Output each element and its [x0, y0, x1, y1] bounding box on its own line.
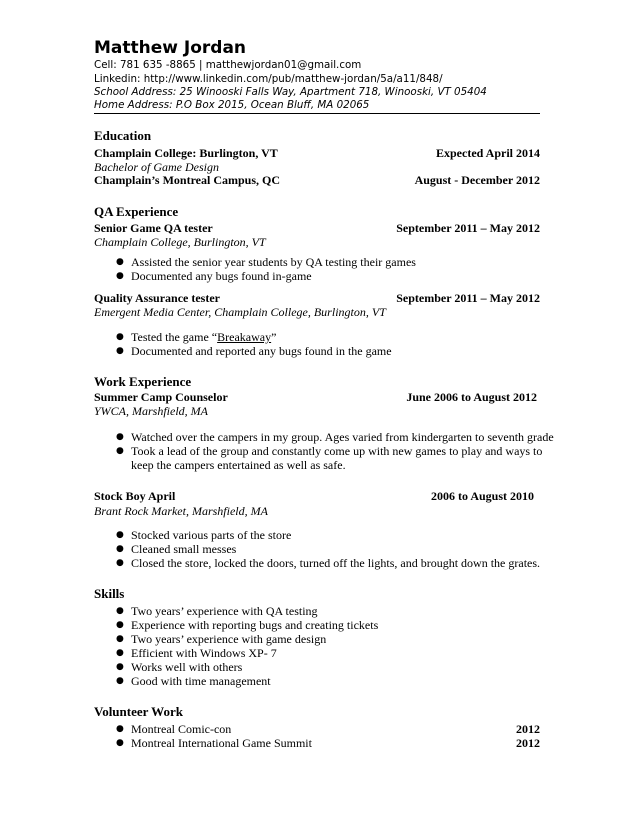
- work-job-2-date: 2006 to August 2010: [430, 489, 534, 503]
- school-address: School Address: 25 Winooski Falls Way, Apartment 718, Winooski, VT 05404: [94, 86, 487, 98]
- bullet-icon: ●: [116, 558, 124, 568]
- linkedin-line: Linkedin: http://www.linkedin.com/pub/matthew-jordan/5a/a11/848/: [94, 73, 443, 85]
- bullet-text: Tested the game “: [131, 330, 218, 344]
- list-item: Cleaned small messes: [131, 542, 237, 556]
- qa-job-1-org: Champlain College, Burlington, VT: [94, 235, 266, 249]
- bullet-icon: ●: [116, 257, 124, 267]
- breakaway-link[interactable]: Breakaway: [217, 330, 272, 344]
- education-heading: Education: [94, 128, 152, 143]
- bullet-icon: ●: [116, 446, 124, 456]
- education-school-2: Champlain’s Montreal Campus, QC: [94, 173, 281, 187]
- list-item: Assisted the senior year students by QA testing their games: [131, 255, 416, 269]
- skill-item: Two years’ experience with game design: [131, 632, 327, 646]
- qa-job-2-title: Quality Assurance tester: [94, 291, 220, 305]
- work-job-2-title: Stock Boy April: [94, 489, 176, 503]
- list-item: Documented and reported any bugs found in the game: [131, 344, 392, 358]
- skill-item: Two years’ experience with QA testing: [131, 604, 318, 618]
- bullet-icon: ●: [116, 724, 124, 734]
- bullet-icon: ●: [116, 346, 124, 356]
- contact-line: Cell: 781 635 -8865 | matthewjordan01@gmail.com: [94, 59, 362, 71]
- volunteer-item: Montreal Comic-con: [131, 722, 232, 736]
- volunteer-heading: Volunteer Work: [94, 704, 183, 719]
- qa-job-2-date: September 2011 – May 2012: [396, 291, 540, 305]
- skill-item: Good with time management: [131, 674, 271, 688]
- qa-job-1-date: September 2011 – May 2012: [396, 221, 540, 235]
- education-school-1-date: Expected April 2014: [436, 146, 540, 160]
- resume-name: Matthew Jordan: [94, 38, 247, 58]
- education-degree: Bachelor of Game Design: [94, 160, 219, 174]
- home-address: Home Address: P.O Box 2015, Ocean Bluff, MA 02065: [94, 99, 370, 111]
- list-item: Documented any bugs found in-game: [131, 269, 312, 283]
- bullet-text: ”: [271, 330, 277, 344]
- skill-item: Experience with reporting bugs and creating tickets: [131, 618, 379, 632]
- list-item: [131, 330, 276, 344]
- qa-job-2-org: Emergent Media Center, Champlain College, Burlington, VT: [94, 305, 386, 319]
- bullet-icon: ●: [116, 332, 124, 342]
- list-item: Closed the store, locked the doors, turned off the lights, and brought down the grates.: [131, 556, 541, 570]
- work-job-1-title: Summer Camp Counselor: [94, 390, 228, 404]
- skill-item: Efficient with Windows XP- 7: [131, 646, 277, 660]
- bullet-icon: ●: [116, 648, 124, 658]
- bullet-icon: ●: [116, 432, 124, 442]
- work-heading: Work Experience: [94, 374, 192, 389]
- qa-job-1-title: Senior Game QA tester: [94, 221, 213, 235]
- bullet-icon: ●: [116, 634, 124, 644]
- skill-item: Works well with others: [131, 660, 243, 674]
- bullet-icon: ●: [116, 606, 124, 616]
- list-item-continued: keep the campers entertained as well as safe.: [131, 458, 346, 472]
- bullet-icon: ●: [116, 271, 124, 281]
- work-job-1-date: June 2006 to August 2012: [406, 390, 537, 404]
- volunteer-item-year: 2012: [516, 722, 540, 736]
- list-item: Stocked various parts of the store: [131, 528, 292, 542]
- bullet-icon: ●: [116, 544, 124, 554]
- bullet-icon: ●: [116, 530, 124, 540]
- list-item: Watched over the campers in my group. Ages varied from kindergarten to seventh grade: [131, 430, 554, 444]
- education-school-1: Champlain College: Burlington, VT: [94, 146, 278, 160]
- qa-heading: QA Experience: [94, 204, 179, 219]
- bullet-icon: ●: [116, 738, 124, 748]
- header-divider: [94, 113, 540, 114]
- list-item: Took a lead of the group and constantly come up with new games to play and ways to: [131, 444, 543, 458]
- education-school-2-date: August - December 2012: [414, 173, 540, 187]
- bullet-icon: ●: [116, 620, 124, 630]
- bullet-icon: ●: [116, 662, 124, 672]
- skills-heading: Skills: [94, 586, 125, 601]
- work-job-1-org: YWCA, Marshfield, MA: [94, 404, 208, 418]
- bullet-icon: ●: [116, 676, 124, 686]
- volunteer-item-year: 2012: [516, 736, 540, 750]
- work-job-2-org: Brant Rock Market, Marshfield, MA: [94, 504, 268, 518]
- volunteer-item: Montreal International Game Summit: [131, 736, 312, 750]
